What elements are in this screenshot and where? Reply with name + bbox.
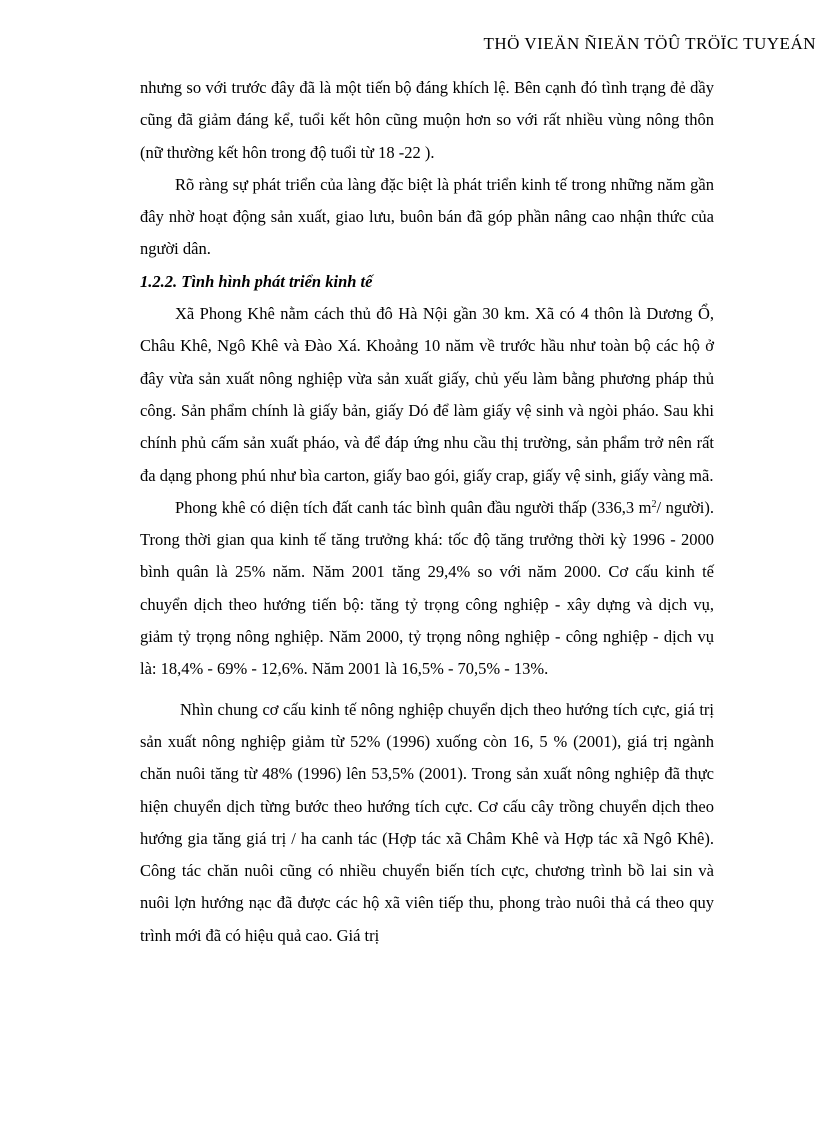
running-header: THÖ VIEÄN ÑIEÄN TÖÛ TRÖÏC TUYEÁN <box>483 34 816 53</box>
superscript-2: 2 <box>651 498 657 510</box>
section-heading: 1.2.2. Tình hình phát triển kinh tế <box>140 271 373 291</box>
paragraph-continuation: nhưng so với trước đây đã là một tiến bộ đáng khích lệ. Bên cạnh đó tình trạng đẻ dầy cũng đã giảm đáng kể, tuổi kết hôn cũng muộn hơn so với rất nhiều vùng nông thôn (nữ thường kết hôn trong độ tuổi từ 18 -22 ). <box>140 78 714 162</box>
paragraph-awareness: Rõ ràng sự phát triển của làng đặc biệt là phát triển kinh tế trong những năm gần đây nhờ hoạt động sản xuất, giao lưu, buôn bán đã góp phần nâng cao nhận thức của người dân. <box>140 174 714 259</box>
paragraph-growth <box>140 492 714 686</box>
growth-text-end: / người). Trong thời gian qua kinh tế tăng trưởng khá: tốc độ tăng trưởng thời kỳ 1996 - 2000 bình quân là 25% năm. Năm 2001 tăng 29,4% so với năm 2000. Cơ cấu kinh tế chuyển dịch theo hướng tiến bộ: tăng tỷ trọng công nghiệp - xây dựng và dịch vụ, giảm tỷ trọng nông nghiệp. Năm 2000, tỷ trọng nông nghiệp - công nghiệp - dịch vụ là: 18,4% - 69% - 12,6%. Năm 2001 là 16,5% - 70,5% - 13%. <box>140 497 714 679</box>
paragraph-location: Xã Phong Khê nằm cách thủ đô Hà Nội gần 30 km. Xã có 4 thôn là Dương Ổ, Châu Khê, Ngô Khê và Đào Xá. Khoảng 10 năm về trước hầu như toàn bộ các hộ ở đây vừa sản xuất nông nghiệp vừa sản xuất giấy, chủ yếu làm bằng phương pháp thủ công. Sản phẩm chính là giấy bản, giấy Dó để làm giấy vệ sinh và ngòi pháo. Sau khi chính phủ cấm sản xuất pháo, và để đáp ứng nhu cầu thị trường, sản phẩm trở nên rất đa dạng phong phú như bìa carton, giấy bao gói, giấy crap, giấy vệ sinh, giấy vàng mã. <box>140 304 714 485</box>
growth-text-start: Phong khê có diện tích đất canh tác bình quân đầu người thấp (336,3 m <box>175 497 652 517</box>
page-body <box>140 72 714 952</box>
paragraph-agriculture: Nhìn chung cơ cấu kinh tế nông nghiệp chuyển dịch theo hướng tích cực, giá trị sản xuất nông nghiệp giảm từ 52% (1996) xuống còn 16, 5 % (2001), giá trị ngành chăn nuôi tăng từ 48% (1996) lên 53,5% (2001). Trong sản xuất nông nghiệp đã thực hiện chuyển dịch từng bước theo hướng tích cực. Cơ cấu cây trồng chuyển dịch theo hướng gia tăng giá trị / ha canh tác (Hợp tác xã Châm Khê và Hợp tác xã Ngô Khê). Công tác chăn nuôi cũng có nhiều chuyển biến tích cực, chương trình bồ lai sin và nuôi lợn hướng nạc đã được các hộ xã viên tiếp thu, phong trào nuôi thả cá theo quy trình mới đã có hiệu quả cao. Giá trị <box>140 699 714 945</box>
